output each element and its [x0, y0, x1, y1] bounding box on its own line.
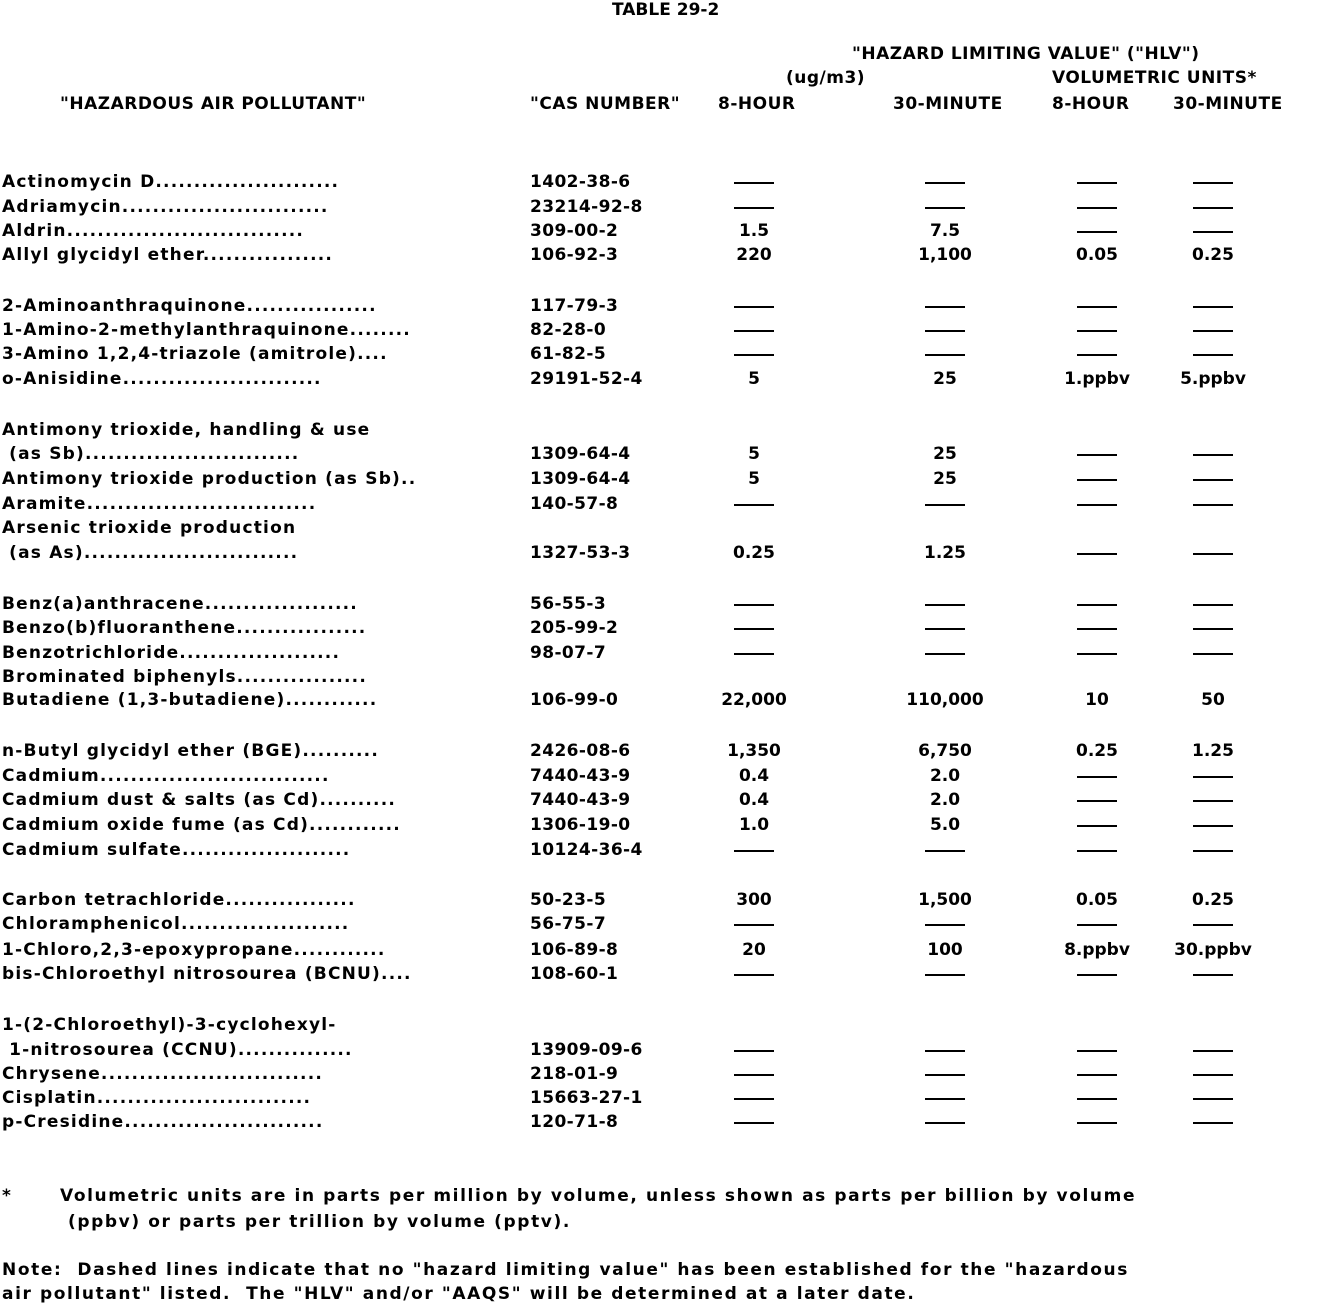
- cas-number: 106-92-3: [530, 245, 619, 265]
- pollutant-name: Butadiene (1,3-butadiene)............: [2, 690, 378, 710]
- hlv-value-v8: 0.05: [1076, 890, 1118, 910]
- cas-number: 140-57-8: [530, 494, 619, 514]
- dash-no-value: [734, 1074, 774, 1076]
- hlv-value-v8: 8.ppbv: [1064, 940, 1130, 960]
- hlv-value-v30: 1.25: [1192, 741, 1234, 761]
- hlv-value-v8: 1.ppbv: [1064, 369, 1130, 389]
- dash-no-value: [925, 974, 965, 976]
- mass-30min-column-header: 30-MINUTE: [893, 94, 1003, 114]
- dash-no-value: [1077, 479, 1117, 481]
- dash-no-value: [1193, 604, 1233, 606]
- dash-no-value: [1193, 454, 1233, 456]
- dash-no-value: [1193, 207, 1233, 209]
- dash-no-value: [734, 653, 774, 655]
- dash-no-value: [1193, 306, 1233, 308]
- cas-number: 98-07-7: [530, 643, 607, 663]
- hlv-value-m8: 1.5: [738, 221, 770, 241]
- dash-no-value: [1193, 330, 1233, 332]
- dash-no-value: [1077, 1074, 1117, 1076]
- dash-no-value: [1077, 182, 1117, 184]
- dash-no-value: [734, 924, 774, 926]
- dash-no-value: [925, 653, 965, 655]
- dash-no-value: [734, 1098, 774, 1100]
- table-title: TABLE 29-2: [612, 0, 720, 20]
- pollutant-name: 2-Aminoanthraquinone.................: [2, 296, 377, 316]
- pollutant-name: Adriamycin...........................: [2, 197, 329, 217]
- hlv-value-m8: 22,000: [721, 690, 787, 710]
- dash-no-value: [734, 1050, 774, 1052]
- dash-no-value: [1077, 553, 1117, 555]
- dash-no-value: [1193, 504, 1233, 506]
- dash-no-value: [925, 1122, 965, 1124]
- dash-no-value: [1077, 330, 1117, 332]
- hlv-value-m8: 0.25: [733, 543, 775, 563]
- dash-no-value: [1193, 924, 1233, 926]
- dash-no-value: [1077, 1122, 1117, 1124]
- pollutant-name: Cisplatin............................: [2, 1088, 312, 1108]
- dash-no-value: [734, 628, 774, 630]
- dash-no-value: [734, 974, 774, 976]
- dash-no-value: [1077, 653, 1117, 655]
- dash-no-value: [1077, 924, 1117, 926]
- hlv-value-m30: 1,100: [918, 245, 972, 265]
- hlv-value-m30: 7.5: [929, 221, 961, 241]
- dash-no-value: [1193, 553, 1233, 555]
- dash-no-value: [1077, 306, 1117, 308]
- cas-number: 61-82-5: [530, 344, 607, 364]
- hlv-value-m30: 1.25: [924, 543, 966, 563]
- hlv-value-v30: 30.ppbv: [1174, 940, 1252, 960]
- dash-no-value: [1193, 628, 1233, 630]
- hlv-value-m8: 5: [748, 369, 760, 389]
- dash-no-value: [1193, 800, 1233, 802]
- dash-no-value: [925, 850, 965, 852]
- pollutant-name: Allyl glycidyl ether.................: [2, 245, 334, 265]
- pollutant-name: Chrysene.............................: [2, 1064, 324, 1084]
- hlv-value-m30: 25: [933, 469, 957, 489]
- hlv-value-m30: 5.0: [929, 815, 961, 835]
- cas-number: 1309-64-4: [530, 444, 631, 464]
- dash-no-value: [1193, 1122, 1233, 1124]
- dash-no-value: [734, 306, 774, 308]
- dash-no-value: [1193, 1074, 1233, 1076]
- pollutant-name: Antimony trioxide production (as Sb)..: [2, 469, 417, 489]
- dash-no-value: [1077, 628, 1117, 630]
- dash-no-value: [1077, 776, 1117, 778]
- dash-no-value: [1193, 974, 1233, 976]
- hlv-value-m8: 1,350: [727, 741, 781, 761]
- cas-number: 106-99-0: [530, 690, 619, 710]
- cas-number: 1402-38-6: [530, 172, 631, 192]
- dash-no-value: [1193, 653, 1233, 655]
- pollutant-name: Antimony trioxide, handling & use: [2, 420, 371, 440]
- pollutant-name: Chloramphenicol......................: [2, 914, 350, 934]
- pollutant-column-header: "HAZARDOUS AIR POLLUTANT": [60, 94, 367, 114]
- cas-number: 1309-64-4: [530, 469, 631, 489]
- cas-number: 29191-52-4: [530, 369, 643, 389]
- pollutant-name: Benzo(b)fluoranthene.................: [2, 618, 367, 638]
- cas-column-header: "CAS NUMBER": [530, 94, 681, 114]
- hlv-value-v30: 50: [1201, 690, 1225, 710]
- dash-no-value: [1077, 604, 1117, 606]
- dash-no-value: [925, 1074, 965, 1076]
- dash-no-value: [1077, 1098, 1117, 1100]
- cas-number: 23214-92-8: [530, 197, 643, 217]
- cas-number: 56-55-3: [530, 594, 607, 614]
- cas-number: 13909-09-6: [530, 1040, 643, 1060]
- note-line-1: Note: Dashed lines indicate that no "hazard limiting value" has been established for the "hazardous: [2, 1260, 1129, 1280]
- dash-no-value: [734, 850, 774, 852]
- hlv-value-m8: 20: [742, 940, 766, 960]
- dash-no-value: [925, 924, 965, 926]
- dash-no-value: [734, 604, 774, 606]
- dash-no-value: [1077, 850, 1117, 852]
- pollutant-name: 1-nitrosourea (CCNU)...............: [2, 1040, 353, 1060]
- cas-number: 10124-36-4: [530, 840, 643, 860]
- dash-no-value: [1193, 850, 1233, 852]
- dash-no-value: [734, 1122, 774, 1124]
- hlv-value-m8: 5: [748, 469, 760, 489]
- dash-no-value: [1193, 354, 1233, 356]
- hlv-value-m8: 5: [748, 444, 760, 464]
- cas-number: 205-99-2: [530, 618, 619, 638]
- hlv-value-m30: 2.0: [929, 790, 961, 810]
- hlv-value-v8: 10: [1085, 690, 1109, 710]
- dash-no-value: [925, 1098, 965, 1100]
- dash-no-value: [1077, 454, 1117, 456]
- dash-no-value: [925, 628, 965, 630]
- dash-no-value: [1193, 776, 1233, 778]
- cas-number: 218-01-9: [530, 1064, 619, 1084]
- pollutant-name: Carbon tetrachloride.................: [2, 890, 356, 910]
- dash-no-value: [1077, 1050, 1117, 1052]
- dash-no-value: [734, 182, 774, 184]
- hlv-value-v30: 0.25: [1192, 890, 1234, 910]
- pollutant-name: (as As)............................: [2, 543, 299, 563]
- hlv-value-m30: 2.0: [929, 766, 961, 786]
- dash-no-value: [1077, 825, 1117, 827]
- dash-no-value: [1193, 479, 1233, 481]
- pollutant-name: 1-(2-Chloroethyl)-3-cyclohexyl-: [2, 1015, 337, 1035]
- mass-8hr-column-header: 8-HOUR: [718, 94, 796, 114]
- pollutant-name: o-Anisidine..........................: [2, 369, 322, 389]
- pollutant-name: n-Butyl glycidyl ether (BGE)..........: [2, 741, 379, 761]
- vol-8hr-column-header: 8-HOUR: [1052, 94, 1130, 114]
- dash-no-value: [925, 330, 965, 332]
- hlv-value-m8: 1.0: [738, 815, 770, 835]
- cas-number: 15663-27-1: [530, 1088, 643, 1108]
- pollutant-name: Benzotrichloride.....................: [2, 643, 341, 663]
- dash-no-value: [925, 182, 965, 184]
- hlv-value-m30: 100: [927, 940, 963, 960]
- hlv-value-m30: 25: [933, 369, 957, 389]
- dash-no-value: [1193, 1098, 1233, 1100]
- hlv-value-v8: 0.25: [1076, 741, 1118, 761]
- dash-no-value: [1077, 207, 1117, 209]
- pollutant-name: Brominated biphenyls.................: [2, 667, 367, 687]
- pollutant-name: 1-Chloro,2,3-epoxypropane............: [2, 940, 386, 960]
- dash-no-value: [1077, 800, 1117, 802]
- cas-number: 56-75-7: [530, 914, 607, 934]
- dash-no-value: [925, 504, 965, 506]
- dash-no-value: [1077, 231, 1117, 233]
- cas-number: 2426-08-6: [530, 741, 631, 761]
- hlv-value-m8: 300: [736, 890, 772, 910]
- pollutant-name: Actinomycin D........................: [2, 172, 340, 192]
- cas-number: 309-00-2: [530, 221, 619, 241]
- note-line-2: air pollutant" listed. The "HLV" and/or "AAQS" will be determined at a later date.: [2, 1284, 916, 1304]
- hlv-value-m30: 1,500: [918, 890, 972, 910]
- cas-number: 7440-43-9: [530, 766, 631, 786]
- hlv-value-m30: 25: [933, 444, 957, 464]
- cas-number: 82-28-0: [530, 320, 607, 340]
- dash-no-value: [1077, 504, 1117, 506]
- hlv-value-v8: 0.05: [1076, 245, 1118, 265]
- hlv-value-m8: 0.4: [738, 790, 770, 810]
- pollutant-name: Benz(a)anthracene....................: [2, 594, 358, 614]
- hlv-value-v30: 0.25: [1192, 245, 1234, 265]
- hlv-value-m8: 220: [736, 245, 772, 265]
- dash-no-value: [1077, 974, 1117, 976]
- dash-no-value: [925, 604, 965, 606]
- pollutant-name: 1-Amino-2-methylanthraquinone........: [2, 320, 411, 340]
- cas-number: 120-71-8: [530, 1112, 619, 1132]
- dash-no-value: [1193, 825, 1233, 827]
- pollutant-name: Aldrin...............................: [2, 221, 305, 241]
- dash-no-value: [925, 354, 965, 356]
- cas-number: 108-60-1: [530, 964, 619, 984]
- dash-no-value: [1193, 1050, 1233, 1052]
- volumetric-units-label: VOLUMETRIC UNITS*: [1052, 68, 1257, 88]
- pollutant-name: bis-Chloroethyl nitrosourea (BCNU)....: [2, 964, 412, 984]
- footnote-line-2: (ppbv) or parts per trillion by volume (pptv).: [68, 1212, 571, 1232]
- cas-number: 106-89-8: [530, 940, 619, 960]
- dash-no-value: [734, 330, 774, 332]
- footnote-line-1: Volumetric units are in parts per million by volume, unless shown as parts per billion by volume: [60, 1186, 1137, 1206]
- footnote-marker: *: [2, 1186, 13, 1206]
- dash-no-value: [1193, 231, 1233, 233]
- pollutant-name: Cadmium..............................: [2, 766, 330, 786]
- dash-no-value: [925, 207, 965, 209]
- pollutant-name: Cadmium sulfate......................: [2, 840, 351, 860]
- hlv-title: "HAZARD LIMITING VALUE" ("HLV"): [852, 44, 1200, 64]
- pollutant-name: Cadmium dust & salts (as Cd)..........: [2, 790, 397, 810]
- pollutant-name: Cadmium oxide fume (as Cd)............: [2, 815, 401, 835]
- dash-no-value: [734, 207, 774, 209]
- pollutant-name: Arsenic trioxide production: [2, 518, 297, 538]
- cas-number: 1327-53-3: [530, 543, 631, 563]
- vol-30min-column-header: 30-MINUTE: [1173, 94, 1283, 114]
- pollutant-name: Aramite..............................: [2, 494, 317, 514]
- cas-number: 50-23-5: [530, 890, 607, 910]
- mass-units-label: (ug/m3): [786, 68, 866, 88]
- hlv-value-m30: 6,750: [918, 741, 972, 761]
- pollutant-name: (as Sb)............................: [2, 444, 300, 464]
- dash-no-value: [925, 1050, 965, 1052]
- cas-number: 117-79-3: [530, 296, 619, 316]
- hlv-value-m8: 0.4: [738, 766, 770, 786]
- pollutant-name: p-Cresidine..........................: [2, 1112, 324, 1132]
- hlv-value-v30: 5.ppbv: [1180, 369, 1246, 389]
- cas-number: 7440-43-9: [530, 790, 631, 810]
- dash-no-value: [734, 504, 774, 506]
- dash-no-value: [1077, 354, 1117, 356]
- cas-number: 1306-19-0: [530, 815, 631, 835]
- pollutant-name: 3-Amino 1,2,4-triazole (amitrole)....: [2, 344, 388, 364]
- hlv-value-m30: 110,000: [906, 690, 984, 710]
- dash-no-value: [925, 306, 965, 308]
- dash-no-value: [734, 354, 774, 356]
- dash-no-value: [1193, 182, 1233, 184]
